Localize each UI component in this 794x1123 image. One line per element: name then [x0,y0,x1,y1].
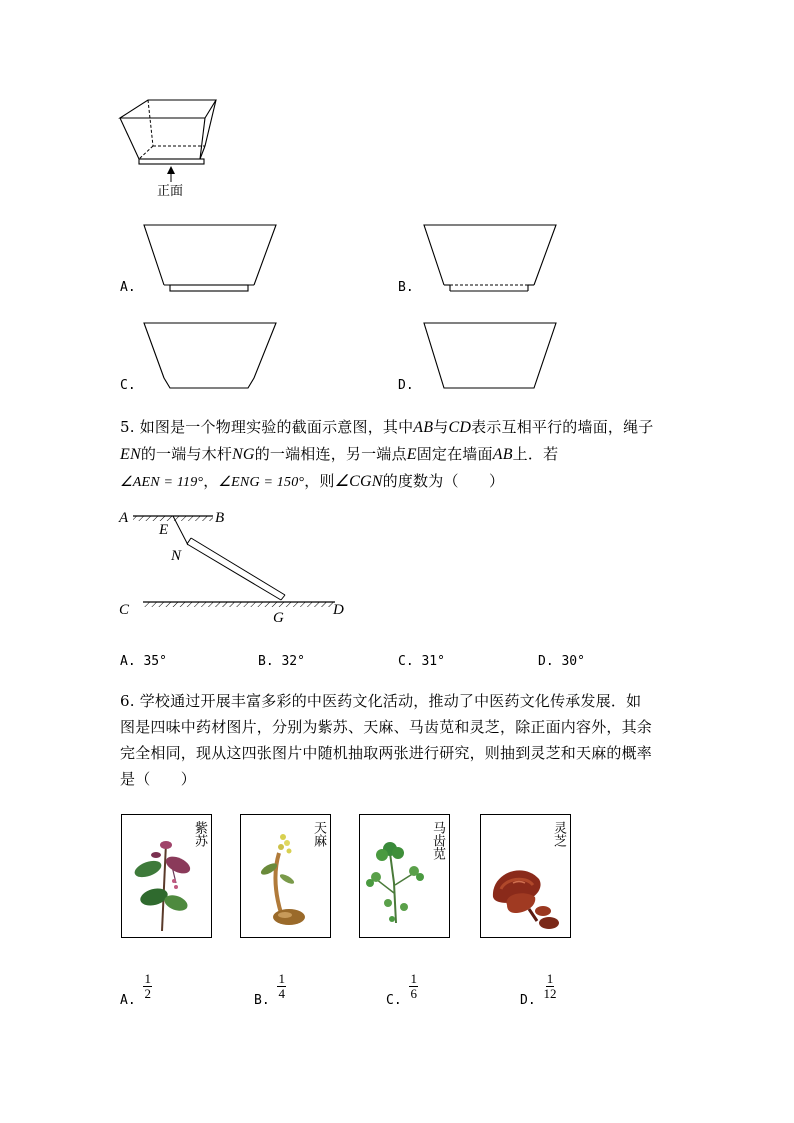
label-g: G [273,610,284,626]
front-label: 正面 [157,184,184,199]
gastrodia-tuber-icon [245,823,325,933]
q6-option-a[interactable]: A. $\frac{1}{2}$ [120,971,151,1008]
card-lingzhi[interactable] [480,814,571,938]
fraction: $\frac{1}{2}$ [144,971,151,1001]
label-b: B [215,510,225,526]
q4-option-b-diagram[interactable] [420,222,560,297]
q5-line-2: EN的一端与木杆NG的一端相连，另一端点E固定在墙面AB上．若 [120,445,559,463]
q4-option-c-letter: C. [120,378,136,393]
card-name: 马齿苋 [430,821,445,860]
q6-question [120,688,690,792]
q4-solid-figure [112,92,222,197]
q6-option-b[interactable]: B. $\frac{1}{4}$ [254,971,285,1008]
q6-line-3: 完全相同，现从这四张图片中随机抽取两张进行研究，则抽到灵芝和天麻的概率 [120,744,653,762]
fraction: $\frac{1}{12}$ [543,971,557,1001]
card-name: 灵芝 [551,821,566,847]
q4-option-a-letter: A. [120,280,136,295]
label-d: D [333,602,344,618]
q6-line-1: 6. 学校通过开展丰富多彩的中医药文化活动，推动了中医药文化传承发展．如 [120,692,642,710]
label-a: A [119,510,129,526]
q4-option-d-letter: D. [398,378,414,393]
q4-option-a-diagram[interactable] [140,222,280,297]
q5-option-a[interactable]: A. 35° [120,654,167,669]
fraction: $\frac{1}{6}$ [410,971,417,1001]
card-perilla[interactable] [121,814,212,938]
q5-line-3: ∠AEN = 119°，∠ENG = 150°，则∠CGN的度数为（ ） [120,472,505,490]
q6-number: 6. [120,692,135,710]
card-gastrodia[interactable] [240,814,331,938]
q6-line-4: 是（ ） [120,770,197,788]
q6-line-2: 图是四味中药材图片，分别为紫苏、天麻、马齿苋和灵芝，除正面内容外，其余 [120,718,653,736]
card-purslane[interactable] [359,814,450,938]
q5-number: 5. [120,418,135,436]
perilla-plant-icon [126,823,206,933]
q5-option-c[interactable]: C. 31° [398,654,445,669]
label-e: E [159,522,169,538]
card-name: 天麻 [311,821,326,847]
q4-option-c-diagram[interactable] [140,320,280,395]
card-name: 紫苏 [192,821,207,847]
q5-diagram [115,502,355,630]
q5-line-1: 5. 如图是一个物理实验的截面示意图，其中AB与CD表示互相平行的墙面，绳子 [120,418,654,436]
q6-option-c[interactable]: C. $\frac{1}{6}$ [386,971,417,1008]
label-n: N [171,548,182,564]
q4-option-b-letter: B. [398,280,414,295]
q5-question [120,414,700,496]
q4-option-d-diagram[interactable] [420,320,560,395]
purslane-plant-icon [362,823,434,933]
q5-option-d[interactable]: D. 30° [538,654,585,669]
lingzhi-mushroom-icon [483,823,563,933]
label-c: C [119,602,130,618]
q5-option-b[interactable]: B. 32° [258,654,305,669]
fraction: $\frac{1}{4}$ [278,971,285,1001]
q6-option-d[interactable]: D. $\frac{1}{12}$ [520,971,557,1008]
